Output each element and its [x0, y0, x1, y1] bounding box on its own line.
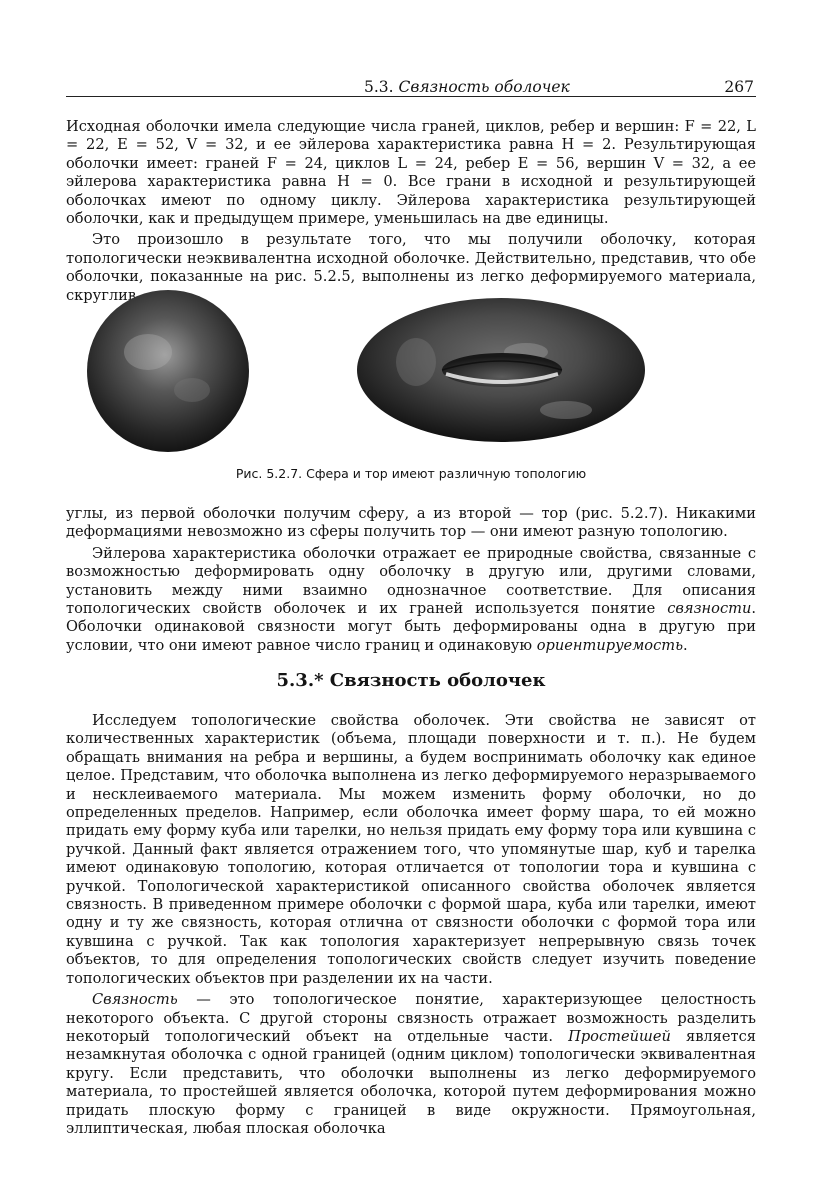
paragraph [66, 991, 756, 1138]
paragraph: Это произошло в результате того, что мы получили оболочку, которая топологически неэквивалентна исходной оболочке. Действительно, представив, что обе оболочки, показанные на рис. 5.2.5, выполнены из легко деформируемого материала, скруглив [66, 231, 756, 304]
term-orientability: ориентируемость [536, 636, 684, 654]
text-run: — это топологическое понятие, характеризующее целостность некоторого объекта. С другой стороны связность отражает возможность разделить некоторый топологический объект на отдельные части. [66, 991, 756, 1045]
bottom-text [66, 712, 756, 1138]
section-title: Связность оболочек [398, 78, 570, 96]
top-text [66, 118, 756, 305]
term-connectivity: связности [667, 600, 752, 618]
figure [66, 282, 756, 482]
sphere-shape [87, 290, 249, 452]
text-run: . Оболочки одинаковой связности могут быть деформированы одна в другую при условии, что они имеют равное число границ и одинаковую [66, 600, 756, 654]
figure-illustration [66, 282, 756, 464]
text-run: является незамкнутая оболочка с одной границей (одним циклом) топологически эквивалентная кругу. Если представить, что оболочки выполнены из легко деформируемого материала, то простейшей является оболочка, которой путем деформирования можно придать плоскую форму с границей в виде окружности. Прямоугольная, эллиптическая, любая плоская оболочка [66, 1027, 756, 1137]
paragraph: углы, из первой оболочки получим сферу, а из второй — тор (рис. 5.2.7). Никакими деформациями невозможно из сферы получить тор — они имеют разную топологию. [66, 505, 756, 541]
section-heading: 5.3.* Связность оболочек [276, 670, 546, 691]
page-number: 267 [724, 78, 754, 96]
section-number: 5.3. [364, 78, 394, 96]
text-run: . [683, 636, 688, 654]
text-run: Эйлерова характеристика оболочки отражает ее природные свойства, связанные с возможностью деформировать одну оболочку в другую или, другими словами, установить между ними взаимно однозначное соответствие. Для описания топологических свойств оболочек и их граней используется понятие [66, 544, 756, 618]
paragraph: Исследуем топологические свойства оболочек. Эти свойства не зависят от количественных характеристик (объема, площади поверхности и т. п.). Не будем обращать внимания на ребра и вершины, а будем воспринимать оболочку как единое целое. Представим, что оболочка выполнена из легко деформируемого неразрываемого и несклеиваемого материала. Мы можем изменить форму оболочки, но до определенных пределов. Например, если оболочка имеет форму шара, то ей можно придать ему форму куба или тарелки, но нельзя придать ему форму тора или кувшина с ручкой. Данный факт является отражением того, что упомянутые шар, куб и тарелка имеют одинаковую топологию, которая отличается от топологии тора и кувшина с ручкой. Топологической характеристикой описанного свойства оболочек является связность. В приведенном примере оболочки с формой шара, куба или тарелки, имеют одну и ту же связность, которая отлична от связности оболочки с формой тора или кувшина с ручкой. Так как топология характеризует непрерывную связь точек объектов, то для определения топологических свойств следует изучить поведение топологических объектов при разделении их на части. [66, 712, 756, 987]
term-simplest: Простейшей [568, 1027, 671, 1045]
running-header [66, 74, 756, 97]
mid-text [66, 505, 756, 655]
paragraph [66, 545, 756, 655]
running-title [364, 78, 570, 96]
torus-shape [357, 298, 645, 442]
paragraph: Исходная оболочки имела следующие числа граней, циклов, ребер и вершин: F = 22, L = 22, E = 52, V = 32, и ее эйлерова характеристика равна H = 2. Результирующая оболочки имеет: граней F = 24, циклов L = 24, ребер E = 56, вершин V = 32, а ее эйлерова характеристика равна H = 0. Все грани в исходной и результирующей оболочках имеют по одному циклу. Эйлерова характеристика результирующей оболочки, как и предыдущем примере, уменьшилась на две единицы. [66, 118, 756, 228]
figure-caption: Рис. 5.2.7. Сфера и тор имеют различную топологию [235, 466, 587, 481]
term-connectivity: Связность [92, 991, 178, 1009]
